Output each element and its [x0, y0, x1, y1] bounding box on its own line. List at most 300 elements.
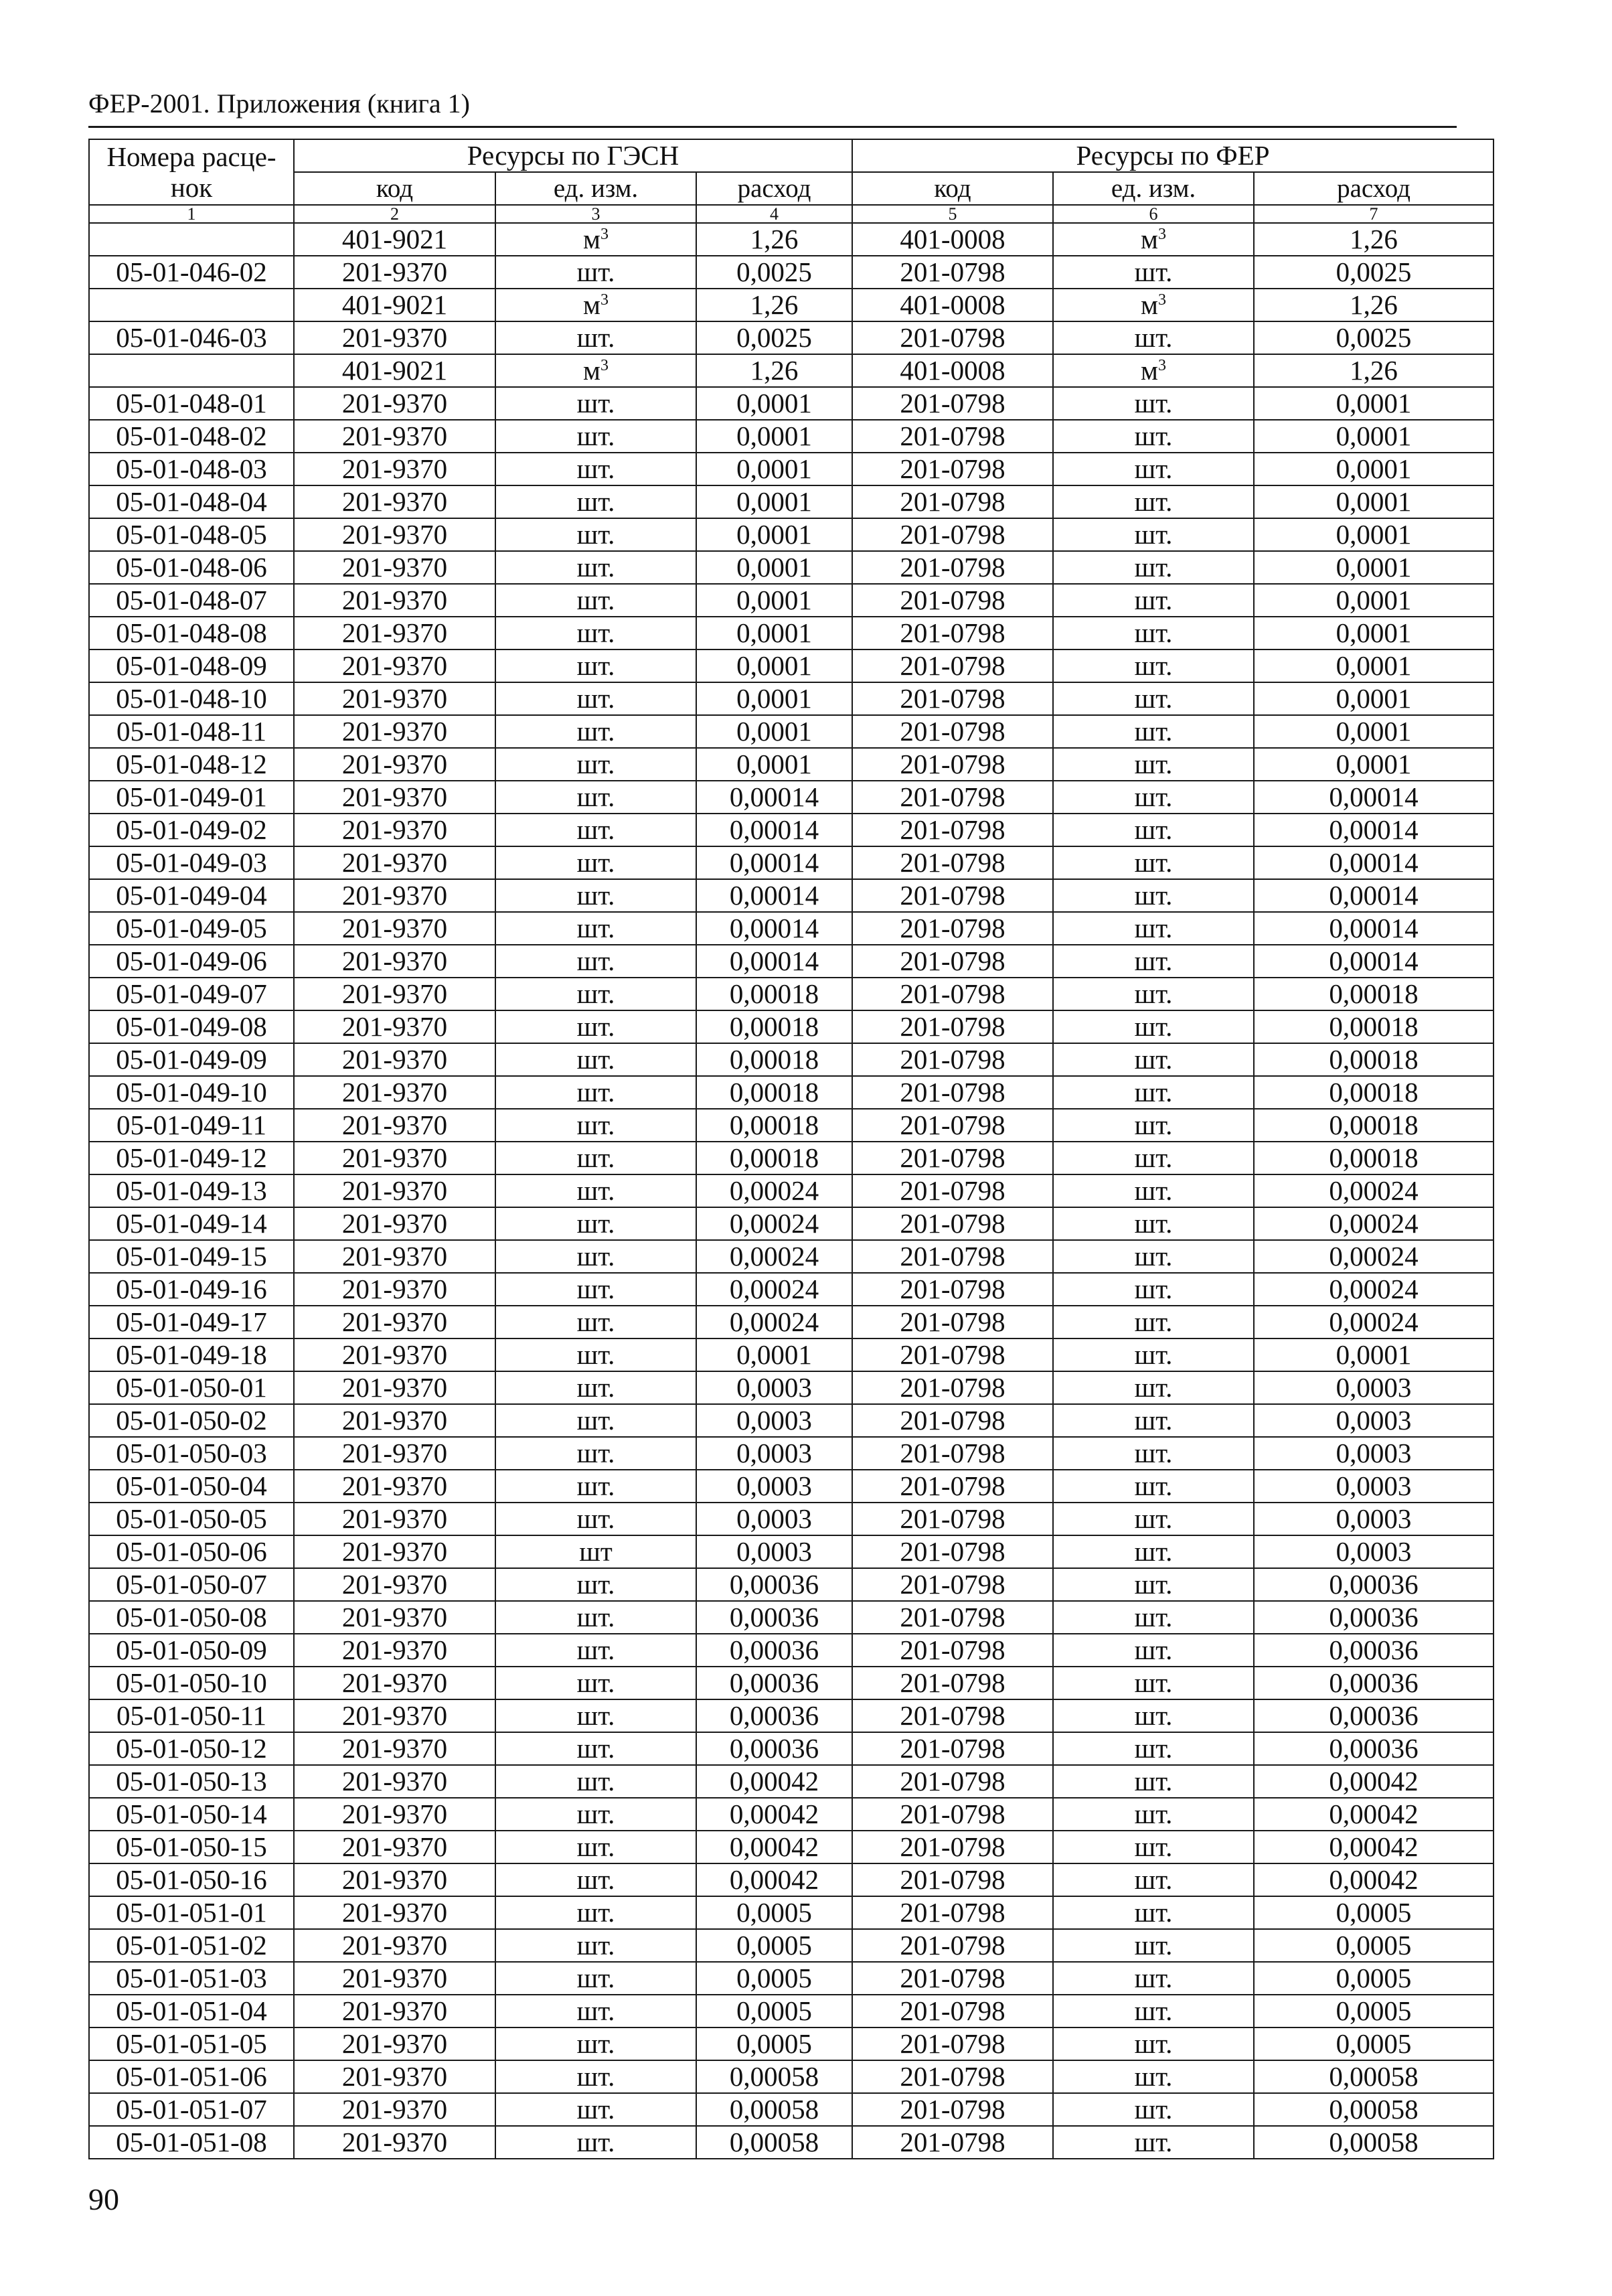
- rate-number-cell: 05-01-050-16: [89, 1863, 294, 1896]
- table-row: [89, 1010, 1494, 1043]
- rate-number-cell: 05-01-048-05: [89, 518, 294, 551]
- fer-unit-cell: шт.: [1053, 1010, 1254, 1043]
- gesn-code-cell: 201-9370: [294, 846, 495, 879]
- gesn-unit-cell: шт.: [495, 1634, 696, 1667]
- fer-unit-cell: шт.: [1053, 387, 1254, 420]
- fer-code-cell: 201-0798: [852, 748, 1053, 781]
- fer-unit-cell: шт.: [1053, 1338, 1254, 1371]
- gesn-code-cell: 201-9370: [294, 2126, 495, 2159]
- fer-unit-cell: шт.: [1053, 715, 1254, 748]
- gesn-unit-cell: шт.: [495, 1437, 696, 1470]
- gesn-code-cell: 201-9370: [294, 453, 495, 485]
- fer-code-cell: 201-0798: [852, 1863, 1053, 1896]
- fer-code-cell: 201-0798: [852, 1404, 1053, 1437]
- gesn-unit-cell: шт.: [495, 617, 696, 649]
- table-row: [89, 1371, 1494, 1404]
- fer-consumption-cell: 0,0001: [1254, 453, 1494, 485]
- fer-unit-cell: шт.: [1053, 781, 1254, 814]
- gesn-code-cell: 201-9370: [294, 1896, 495, 1929]
- fer-unit-cell: шт.: [1053, 2027, 1254, 2060]
- fer-code-cell: 201-0798: [852, 1076, 1053, 1109]
- fer-code-cell: 401-0008: [852, 354, 1053, 387]
- fer-consumption-cell: 0,00018: [1254, 1076, 1494, 1109]
- fer-code-cell: 201-0798: [852, 1634, 1053, 1667]
- column-number: 7: [1254, 205, 1494, 223]
- fer-code-cell: 201-0798: [852, 879, 1053, 912]
- fer-consumption-cell: 0,0001: [1254, 748, 1494, 781]
- fer-consumption-cell: 0,0003: [1254, 1404, 1494, 1437]
- gesn-consumption-cell: 0,00058: [696, 2093, 852, 2126]
- gesn-unit-cell: шт.: [495, 1503, 696, 1535]
- fer-code-cell: 201-0798: [852, 945, 1053, 978]
- fer-code-cell: 201-0798: [852, 715, 1053, 748]
- fer-unit-cell: шт.: [1053, 1863, 1254, 1896]
- gesn-consumption-cell: 0,0003: [696, 1470, 852, 1503]
- fer-code-cell: 201-0798: [852, 2060, 1053, 2093]
- fer-unit-cell: шт.: [1053, 1142, 1254, 1174]
- fer-consumption-cell: 0,0001: [1254, 715, 1494, 748]
- table-row: [89, 1929, 1494, 1962]
- rate-number-cell: 05-01-046-02: [89, 256, 294, 289]
- fer-code-cell: 201-0798: [852, 2027, 1053, 2060]
- fer-code-cell: 201-0798: [852, 1010, 1053, 1043]
- table-row: [89, 1634, 1494, 1667]
- gesn-unit-cell: шт.: [495, 1404, 696, 1437]
- table-row: [89, 1142, 1494, 1174]
- fer-code-cell: 201-0798: [852, 1765, 1053, 1798]
- rate-number-cell: 05-01-049-06: [89, 945, 294, 978]
- gesn-consumption-cell: 0,00042: [696, 1765, 852, 1798]
- gesn-code-cell: 201-9370: [294, 945, 495, 978]
- gesn-code-cell: 201-9370: [294, 518, 495, 551]
- gesn-unit-cell: шт.: [495, 781, 696, 814]
- fer-code-cell: 201-0798: [852, 1371, 1053, 1404]
- gesn-unit-cell: $м^3$: [495, 354, 696, 387]
- rate-number-cell: 05-01-049-05: [89, 912, 294, 945]
- table-row: [89, 321, 1494, 354]
- fer-code-cell: 201-0798: [852, 682, 1053, 715]
- gesn-consumption-cell: 1,26: [696, 354, 852, 387]
- fer-unit-cell: шт.: [1053, 1568, 1254, 1601]
- gesn-code-cell: 201-9370: [294, 420, 495, 453]
- table-row: [89, 1995, 1494, 2027]
- fer-unit-cell: шт.: [1053, 1798, 1254, 1831]
- gesn-unit-cell: шт.: [495, 1896, 696, 1929]
- rate-number-cell: [89, 354, 294, 387]
- fer-consumption-cell: 0,0005: [1254, 1896, 1494, 1929]
- rate-number-cell: 05-01-048-03: [89, 453, 294, 485]
- gesn-unit-cell: шт.: [495, 2126, 696, 2159]
- gesn-consumption-cell: 0,00018: [696, 978, 852, 1010]
- gesn-code-cell: 201-9370: [294, 1568, 495, 1601]
- gesn-consumption-cell: 0,00018: [696, 1109, 852, 1142]
- gesn-unit-cell: шт.: [495, 2093, 696, 2126]
- gesn-unit-cell: шт.: [495, 1995, 696, 2027]
- rate-number-cell: 05-01-050-01: [89, 1371, 294, 1404]
- rate-number-cell: [89, 289, 294, 321]
- gesn-code-cell: 201-9370: [294, 1798, 495, 1831]
- fer-unit-cell: шт.: [1053, 1240, 1254, 1273]
- table-row: [89, 584, 1494, 617]
- table-header: [89, 139, 1494, 223]
- gesn-unit-cell: шт.: [495, 1240, 696, 1273]
- gesn-consumption-cell: 0,0001: [696, 748, 852, 781]
- fer-consumption-cell: 0,00024: [1254, 1273, 1494, 1306]
- gesn-consumption-cell: 0,00036: [696, 1732, 852, 1765]
- rate-number-cell: 05-01-051-08: [89, 2126, 294, 2159]
- gesn-unit-cell: шт.: [495, 814, 696, 846]
- fer-code-cell: 201-0798: [852, 1568, 1053, 1601]
- column-number: 6: [1053, 205, 1254, 223]
- gesn-unit-cell: шт.: [495, 715, 696, 748]
- gesn-unit-cell: шт.: [495, 1371, 696, 1404]
- fer-unit-header: ед. изм.: [1053, 172, 1254, 205]
- gesn-code-cell: 201-9370: [294, 485, 495, 518]
- gesn-unit-cell: шт.: [495, 584, 696, 617]
- gesn-code-cell: 201-9370: [294, 551, 495, 584]
- fer-consumption-cell: 0,00036: [1254, 1601, 1494, 1634]
- rate-number-cell: 05-01-049-16: [89, 1273, 294, 1306]
- gesn-consumption-cell: 0,0001: [696, 584, 852, 617]
- table-row: [89, 945, 1494, 978]
- gesn-unit-cell: шт.: [495, 1142, 696, 1174]
- gesn-code-cell: 201-9370: [294, 814, 495, 846]
- table-row: [89, 1404, 1494, 1437]
- gesn-consumption-cell: 0,0001: [696, 453, 852, 485]
- gesn-code-cell: 201-9370: [294, 617, 495, 649]
- fer-consumption-cell: 0,00036: [1254, 1634, 1494, 1667]
- fer-code-cell: 201-0798: [852, 1831, 1053, 1863]
- table-row: [89, 1043, 1494, 1076]
- gesn-code-cell: 201-9370: [294, 1306, 495, 1338]
- rate-number-cell: 05-01-050-06: [89, 1535, 294, 1568]
- table-row: [89, 1207, 1494, 1240]
- gesn-unit-cell: шт.: [495, 912, 696, 945]
- fer-unit-cell: шт.: [1053, 1831, 1254, 1863]
- fer-unit-cell: шт.: [1053, 814, 1254, 846]
- table-row: [89, 1962, 1494, 1995]
- fer-unit-cell: шт.: [1053, 321, 1254, 354]
- rate-number-cell: 05-01-048-01: [89, 387, 294, 420]
- gesn-code-cell: 201-9370: [294, 912, 495, 945]
- table-row: [89, 2027, 1494, 2060]
- gesn-code-cell: 201-9370: [294, 584, 495, 617]
- gesn-code-cell: 201-9370: [294, 1503, 495, 1535]
- rate-number-cell: 05-01-049-12: [89, 1142, 294, 1174]
- fer-code-cell: 201-0798: [852, 485, 1053, 518]
- gesn-code-cell: 201-9370: [294, 879, 495, 912]
- fer-code-cell: 201-0798: [852, 584, 1053, 617]
- rate-number-cell: 05-01-050-02: [89, 1404, 294, 1437]
- gesn-code-cell: 201-9370: [294, 1273, 495, 1306]
- rate-number-cell: 05-01-050-03: [89, 1437, 294, 1470]
- fer-code-cell: 201-0798: [852, 1601, 1053, 1634]
- gesn-unit-cell: шт.: [495, 1962, 696, 1995]
- rate-number-cell: 05-01-049-07: [89, 978, 294, 1010]
- gesn-consumption-cell: 0,0005: [696, 1995, 852, 2027]
- fer-code-cell: 201-0798: [852, 814, 1053, 846]
- table-row: [89, 1470, 1494, 1503]
- fer-consumption-cell: 0,00042: [1254, 1831, 1494, 1863]
- gesn-consumption-cell: 0,00024: [696, 1207, 852, 1240]
- rate-number-cell: 05-01-049-11: [89, 1109, 294, 1142]
- fer-code-cell: 201-0798: [852, 1535, 1053, 1568]
- gesn-unit-cell: шт.: [495, 649, 696, 682]
- gesn-consumption-cell: 0,0005: [696, 2027, 852, 2060]
- table-row: [89, 289, 1494, 321]
- fer-consumption-cell: 0,0005: [1254, 1995, 1494, 2027]
- table-row: [89, 1338, 1494, 1371]
- rate-number-cell: 05-01-050-10: [89, 1667, 294, 1699]
- fer-consumption-cell: 0,00024: [1254, 1207, 1494, 1240]
- rate-number-cell: 05-01-050-15: [89, 1831, 294, 1863]
- fer-code-cell: 201-0798: [852, 256, 1053, 289]
- fer-unit-cell: шт.: [1053, 1962, 1254, 1995]
- gesn-code-cell: 201-9370: [294, 748, 495, 781]
- gesn-code-cell: 201-9370: [294, 1207, 495, 1240]
- gesn-unit-cell: шт.: [495, 1109, 696, 1142]
- fer-code-cell: 201-0798: [852, 1338, 1053, 1371]
- table-row: [89, 1535, 1494, 1568]
- fer-unit-cell: шт.: [1053, 420, 1254, 453]
- column-number: 4: [696, 205, 852, 223]
- table-row: [89, 1306, 1494, 1338]
- fer-code-cell: 201-0798: [852, 1273, 1053, 1306]
- document-title: ФЕР-2001. Приложения (книга 1): [88, 88, 470, 119]
- fer-unit-cell: шт.: [1053, 1503, 1254, 1535]
- table-row: [89, 879, 1494, 912]
- fer-consumption-cell: 0,00014: [1254, 781, 1494, 814]
- rate-number-cell: 05-01-049-14: [89, 1207, 294, 1240]
- fer-unit-cell: шт.: [1053, 584, 1254, 617]
- table-row: [89, 1896, 1494, 1929]
- rate-number-cell: 05-01-050-13: [89, 1765, 294, 1798]
- table-row: [89, 912, 1494, 945]
- rate-number-cell: 05-01-048-12: [89, 748, 294, 781]
- table-row: [89, 1240, 1494, 1273]
- gesn-unit-cell: шт.: [495, 551, 696, 584]
- rate-number-cell: 05-01-051-02: [89, 1929, 294, 1962]
- gesn-code-cell: 201-9370: [294, 1962, 495, 1995]
- rate-number-cell: 05-01-051-03: [89, 1962, 294, 1995]
- gesn-unit-cell: шт.: [495, 748, 696, 781]
- gesn-consumption-cell: 0,0003: [696, 1503, 852, 1535]
- fer-unit-cell: шт.: [1053, 1306, 1254, 1338]
- gesn-consumption-cell: 0,00018: [696, 1142, 852, 1174]
- fer-consumption-cell: 0,0003: [1254, 1437, 1494, 1470]
- gesn-unit-cell: шт.: [495, 1043, 696, 1076]
- table-row: [89, 2060, 1494, 2093]
- gesn-consumption-cell: 0,0001: [696, 715, 852, 748]
- fer-consumption-cell: 0,0001: [1254, 387, 1494, 420]
- table-row: [89, 2093, 1494, 2126]
- gesn-code-cell: 201-9370: [294, 2093, 495, 2126]
- fer-unit-cell: шт.: [1053, 256, 1254, 289]
- fer-consumption-cell: 0,00024: [1254, 1240, 1494, 1273]
- rate-number-cell: 05-01-049-03: [89, 846, 294, 879]
- fer-code-cell: 201-0798: [852, 1798, 1053, 1831]
- rate-number-cell: 05-01-048-02: [89, 420, 294, 453]
- table-row: [89, 2126, 1494, 2159]
- gesn-consumption-cell: 0,0001: [696, 682, 852, 715]
- gesn-consumption-cell: 0,00036: [696, 1634, 852, 1667]
- fer-unit-cell: шт.: [1053, 1437, 1254, 1470]
- gesn-unit-cell: $м^3$: [495, 289, 696, 321]
- table-body: [89, 223, 1494, 2159]
- gesn-code-cell: 201-9370: [294, 1010, 495, 1043]
- gesn-consumption-cell: 0,0003: [696, 1535, 852, 1568]
- gesn-code-cell: 201-9370: [294, 1863, 495, 1896]
- col-rate-numbers-header: Номера расце-нок: [89, 139, 294, 205]
- gesn-code-cell: 201-9370: [294, 978, 495, 1010]
- gesn-unit-cell: шт.: [495, 256, 696, 289]
- gesn-consumption-cell: 0,00014: [696, 781, 852, 814]
- fer-code-cell: 201-0798: [852, 1207, 1053, 1240]
- fer-unit-cell: $м^3$: [1053, 223, 1254, 256]
- gesn-consumption-cell: 0,0001: [696, 518, 852, 551]
- fer-unit-cell: $м^3$: [1053, 354, 1254, 387]
- fer-unit-cell: шт.: [1053, 912, 1254, 945]
- gesn-consumption-cell: 0,0001: [696, 387, 852, 420]
- rate-number-cell: 05-01-049-01: [89, 781, 294, 814]
- fer-consumption-cell: 1,26: [1254, 289, 1494, 321]
- gesn-code-cell: 201-9370: [294, 2027, 495, 2060]
- gesn-code-cell: 201-9370: [294, 715, 495, 748]
- fer-consumption-cell: 0,0003: [1254, 1535, 1494, 1568]
- fer-code-cell: 201-0798: [852, 1109, 1053, 1142]
- fer-code-cell: 201-0798: [852, 321, 1053, 354]
- gesn-unit-header: ед. изм.: [495, 172, 696, 205]
- gesn-code-cell: 201-9370: [294, 1240, 495, 1273]
- fer-code-cell: 201-0798: [852, 1667, 1053, 1699]
- gesn-consumption-cell: 0,0005: [696, 1929, 852, 1962]
- gesn-consumption-cell: 0,0025: [696, 321, 852, 354]
- table-row: [89, 814, 1494, 846]
- fer-code-cell: 201-0798: [852, 1043, 1053, 1076]
- gesn-unit-cell: $м^3$: [495, 223, 696, 256]
- gesn-unit-cell: шт.: [495, 1273, 696, 1306]
- fer-consumption-cell: 0,00014: [1254, 945, 1494, 978]
- gesn-code-cell: 201-9370: [294, 1142, 495, 1174]
- gesn-unit-cell: шт.: [495, 1863, 696, 1896]
- rate-number-cell: 05-01-048-10: [89, 682, 294, 715]
- fer-consumption-cell: 0,0003: [1254, 1503, 1494, 1535]
- gesn-code-cell: 201-9370: [294, 387, 495, 420]
- gesn-code-cell: 201-9370: [294, 649, 495, 682]
- gesn-consumption-cell: 0,00018: [696, 1043, 852, 1076]
- gesn-code-cell: 201-9370: [294, 781, 495, 814]
- gesn-consumption-cell: 0,00018: [696, 1010, 852, 1043]
- rate-number-cell: 05-01-050-07: [89, 1568, 294, 1601]
- table-row: [89, 748, 1494, 781]
- page-number: 90: [88, 2182, 119, 2216]
- rate-number-cell: 05-01-049-18: [89, 1338, 294, 1371]
- fer-unit-cell: шт.: [1053, 2093, 1254, 2126]
- gesn-consumption-cell: 0,0001: [696, 551, 852, 584]
- gesn-consumption-cell: 1,26: [696, 289, 852, 321]
- gesn-consumption-cell: 0,0005: [696, 1896, 852, 1929]
- gesn-consumption-cell: 0,00024: [696, 1240, 852, 1273]
- fer-unit-cell: шт.: [1053, 518, 1254, 551]
- fer-consumption-cell: 0,0025: [1254, 256, 1494, 289]
- gesn-code-cell: 401-9021: [294, 223, 495, 256]
- gesn-unit-cell: шт.: [495, 1732, 696, 1765]
- gesn-unit-cell: шт.: [495, 1010, 696, 1043]
- fer-consumption-cell: 0,00014: [1254, 814, 1494, 846]
- fer-unit-cell: шт.: [1053, 879, 1254, 912]
- fer-consumption-header: расход: [1254, 172, 1494, 205]
- gesn-unit-cell: шт.: [495, 1306, 696, 1338]
- fer-code-cell: 201-0798: [852, 1995, 1053, 2027]
- gesn-consumption-cell: 0,0001: [696, 649, 852, 682]
- gesn-unit-cell: шт.: [495, 945, 696, 978]
- rate-number-cell: 05-01-050-12: [89, 1732, 294, 1765]
- gesn-consumption-cell: 0,0001: [696, 485, 852, 518]
- gesn-code-cell: 201-9370: [294, 1404, 495, 1437]
- gesn-unit-cell: шт.: [495, 1831, 696, 1863]
- table-row: [89, 387, 1494, 420]
- table-row: [89, 1273, 1494, 1306]
- gesn-code-cell: 201-9370: [294, 321, 495, 354]
- fer-unit-cell: шт.: [1053, 453, 1254, 485]
- gesn-unit-cell: шт.: [495, 1207, 696, 1240]
- gesn-consumption-cell: 0,00058: [696, 2060, 852, 2093]
- fer-unit-cell: шт.: [1053, 1601, 1254, 1634]
- table-row: [89, 1568, 1494, 1601]
- gesn-unit-cell: шт.: [495, 1601, 696, 1634]
- fer-code-cell: 201-0798: [852, 453, 1053, 485]
- table-row: [89, 1765, 1494, 1798]
- gesn-code-cell: 201-9370: [294, 1732, 495, 1765]
- gesn-unit-cell: шт.: [495, 485, 696, 518]
- fer-unit-cell: шт.: [1053, 682, 1254, 715]
- table-row: [89, 1503, 1494, 1535]
- table-row: [89, 1174, 1494, 1207]
- gesn-unit-cell: шт: [495, 1535, 696, 1568]
- rate-number-cell: [89, 223, 294, 256]
- fer-code-cell: 201-0798: [852, 1142, 1053, 1174]
- fer-consumption-cell: 0,00042: [1254, 1798, 1494, 1831]
- gesn-consumption-cell: 0,0003: [696, 1404, 852, 1437]
- gesn-unit-cell: шт.: [495, 1568, 696, 1601]
- column-number: 2: [294, 205, 495, 223]
- fer-consumption-cell: 0,00014: [1254, 846, 1494, 879]
- gesn-consumption-cell: 0,00014: [696, 879, 852, 912]
- table-row: [89, 846, 1494, 879]
- table-row: [89, 978, 1494, 1010]
- fer-unit-cell: шт.: [1053, 1076, 1254, 1109]
- table-row: [89, 1831, 1494, 1863]
- gesn-unit-cell: шт.: [495, 2060, 696, 2093]
- gesn-unit-cell: шт.: [495, 321, 696, 354]
- fer-consumption-cell: 0,0001: [1254, 518, 1494, 551]
- rate-number-cell: 05-01-049-17: [89, 1306, 294, 1338]
- fer-consumption-cell: 0,0003: [1254, 1371, 1494, 1404]
- gesn-consumption-cell: 0,00024: [696, 1174, 852, 1207]
- rate-number-cell: 05-01-050-09: [89, 1634, 294, 1667]
- gesn-consumption-cell: 0,0001: [696, 420, 852, 453]
- table-row: [89, 223, 1494, 256]
- gesn-code-cell: 201-9370: [294, 682, 495, 715]
- table-row: [89, 649, 1494, 682]
- rate-number-cell: 05-01-046-03: [89, 321, 294, 354]
- rate-number-cell: 05-01-050-08: [89, 1601, 294, 1634]
- gesn-code-cell: 201-9370: [294, 1634, 495, 1667]
- fer-code-cell: 201-0798: [852, 1240, 1053, 1273]
- rate-number-cell: 05-01-050-04: [89, 1470, 294, 1503]
- fer-consumption-cell: 0,0001: [1254, 584, 1494, 617]
- rate-number-cell: 05-01-048-11: [89, 715, 294, 748]
